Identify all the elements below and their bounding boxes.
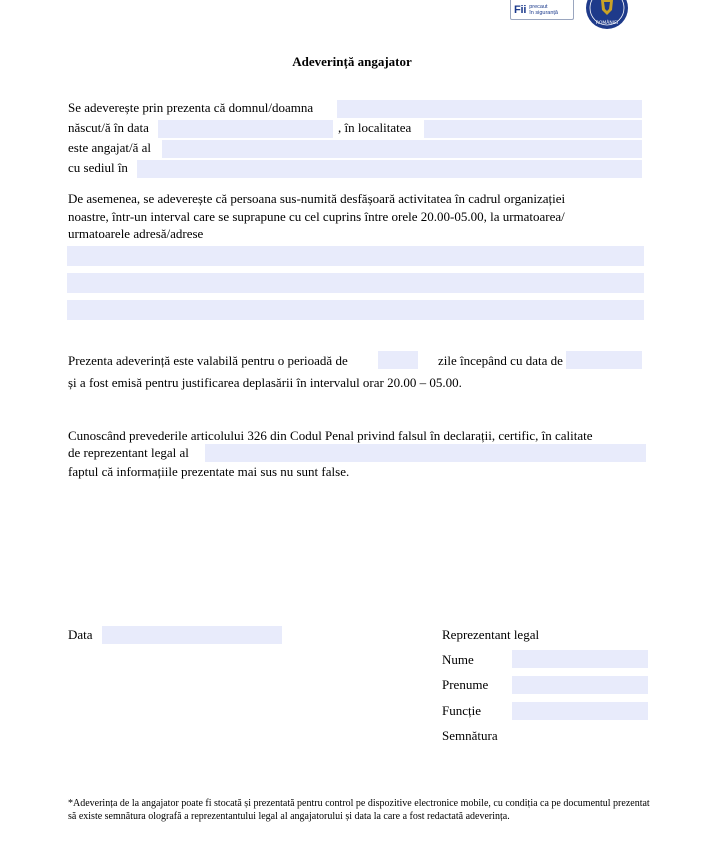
address-field-1[interactable] [67, 246, 644, 266]
date-field[interactable] [102, 626, 282, 644]
certification-text-line3: faptul că informațiile prezentate mai sus nu sunt false. [68, 464, 350, 479]
birth-date-label: născut/ă în data [68, 120, 149, 135]
activity-text-line1: De asemenea, se adeverește că persoana sus-numită desfășoară activitatea în cadrul organizației [68, 191, 566, 206]
certification-text-line1: Cunoscând prevederile articolului 326 din Codul Penal privind falsul în declarații, certific, în calitate [68, 428, 593, 443]
validity-purpose-text: și a fost emisă pentru justificarea deplasării în intervalul orar 20.00 – 05.00. [68, 375, 462, 390]
logo-main-text: Fii [514, 3, 527, 16]
fii-precaut-logo [510, 0, 574, 20]
activity-text-line3: urmatoarele adresă/adrese [68, 226, 204, 241]
validity-start-date-field[interactable] [566, 351, 642, 369]
validity-label-b: zile începând cu data de [438, 353, 563, 368]
legal-rep-of-field[interactable] [205, 444, 646, 462]
headquarters-label: cu sediul în [68, 160, 128, 175]
headquarters-field[interactable] [137, 160, 642, 178]
birth-date-field[interactable] [158, 120, 333, 138]
rep-signature-label: Semnătura [442, 728, 498, 743]
employer-field[interactable] [162, 140, 642, 158]
logo-subtext [529, 4, 565, 16]
rep-surname-label: Prenume [442, 677, 489, 692]
svg-text:ROMÂNIEI: ROMÂNIEI [595, 21, 619, 26]
rep-role-label: Funcție [442, 703, 481, 718]
employer-label: este angajat/ă al [68, 140, 152, 155]
employee-name-field[interactable] [337, 100, 642, 118]
date-label: Data [68, 627, 93, 642]
employee-intro-label: Se adeverește prin prezenta că domnul/doamna [68, 100, 314, 115]
rep-surname-field[interactable] [512, 676, 648, 694]
rep-name-label: Nume [442, 652, 474, 667]
address-field-3[interactable] [67, 300, 644, 320]
validity-days-field[interactable] [378, 351, 418, 369]
activity-text-line2: noastre, într-un interval care se suprapune cu cel cuprins între orele 20.00-05.00, la urmatoarea/ [68, 209, 565, 224]
certification-text-line2: de reprezentant legal al [68, 445, 189, 460]
validity-label-a: Prezenta adeverință este valabilă pentru o perioadă de [68, 353, 348, 368]
address-field-2[interactable] [67, 273, 644, 293]
footnote: *Adeverința de la angajator poate fi stocată și prezentată pentru control pe dispozitive electronice mobile, cu condiția ca pe documentul prezentat să existe semnătura olografă a reprezentantului legal al angajatorului și data la care a fost redactată adeverința. [68, 798, 650, 822]
rep-name-field[interactable] [512, 650, 648, 668]
birth-place-field[interactable] [424, 120, 642, 138]
logo-subtext-line1: precaut [529, 3, 548, 10]
logo-subtext-line2: în siguranță [529, 9, 558, 16]
document-title: Adeverință angajator [292, 54, 412, 69]
birth-place-label: , în localitatea [338, 120, 412, 135]
legal-rep-heading: Reprezentant legal [442, 627, 540, 642]
government-seal-icon [584, 0, 630, 32]
rep-role-field[interactable] [512, 702, 648, 720]
